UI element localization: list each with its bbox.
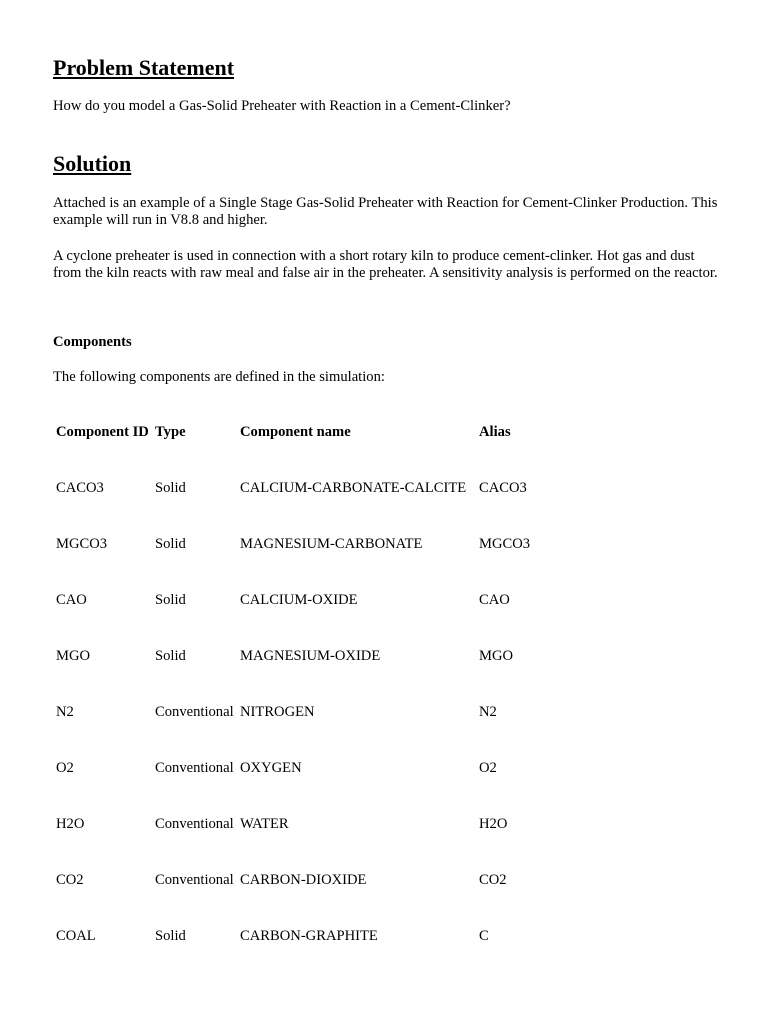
header-type: Type bbox=[155, 424, 186, 440]
header-alias: Alias bbox=[479, 424, 511, 440]
cell-component-id: O2 bbox=[56, 760, 74, 776]
cell-component-id: COAL bbox=[56, 928, 96, 944]
cell-type: Conventional bbox=[155, 816, 234, 832]
cell-component-id: MGCO3 bbox=[56, 536, 108, 552]
cell-type: Solid bbox=[155, 928, 186, 944]
cell-type: Solid bbox=[155, 648, 186, 664]
cell-component-name: NITROGEN bbox=[240, 704, 315, 720]
problem-statement-heading: Problem Statement bbox=[53, 55, 235, 80]
cell-component-name: WATER bbox=[240, 816, 289, 832]
cell-component-name: OXYGEN bbox=[240, 760, 302, 776]
cell-component-name: MAGNESIUM-OXIDE bbox=[240, 648, 381, 664]
cell-alias: C bbox=[479, 928, 489, 944]
cell-alias: CACO3 bbox=[479, 480, 527, 496]
cell-type: Solid bbox=[155, 480, 186, 496]
cell-alias: O2 bbox=[479, 760, 497, 776]
header-component-name: Component name bbox=[240, 424, 351, 440]
cell-type: Solid bbox=[155, 592, 186, 608]
solution-heading: Solution bbox=[53, 151, 132, 176]
solution-paragraph-1: Attached is an example of a Single Stage Gas-Solid Preheater with Reaction for Cement-Clinker Production. This example will run in V8.8 and higher. bbox=[53, 195, 718, 228]
cell-alias: N2 bbox=[479, 704, 497, 720]
cell-component-id: CAO bbox=[56, 592, 87, 608]
cell-component-id: CACO3 bbox=[56, 480, 104, 496]
solution-paragraph-2: A cyclone preheater is used in connection with a short rotary kiln to produce cement-clinker. Hot gas and dust from the kiln reacts with raw meal and false air in the preheater. A sensitivity analysis is performed on the reactor. bbox=[53, 248, 718, 281]
cell-type: Conventional bbox=[155, 704, 234, 720]
cell-component-name: MAGNESIUM-CARBONATE bbox=[240, 536, 423, 552]
header-component-id: Component ID bbox=[56, 424, 149, 440]
cell-alias: CO2 bbox=[479, 872, 507, 888]
cell-component-name: CALCIUM-CARBONATE-CALCITE bbox=[240, 480, 467, 496]
cell-component-name: CARBON-DIOXIDE bbox=[240, 872, 367, 888]
cell-component-id: CO2 bbox=[56, 872, 84, 888]
components-intro: The following components are defined in the simulation: bbox=[53, 369, 385, 385]
cell-component-id: MGO bbox=[56, 648, 91, 664]
cell-type: Conventional bbox=[155, 760, 234, 776]
cell-alias: H2O bbox=[479, 816, 508, 832]
cell-type: Conventional bbox=[155, 872, 234, 888]
cell-component-name: CALCIUM-OXIDE bbox=[240, 592, 358, 608]
cell-alias: MGO bbox=[479, 648, 514, 664]
cell-alias: MGCO3 bbox=[479, 536, 531, 552]
cell-component-id: N2 bbox=[56, 704, 74, 720]
problem-statement-text: How do you model a Gas-Solid Preheater with Reaction in a Cement-Clinker? bbox=[53, 98, 511, 114]
cell-component-id: H2O bbox=[56, 816, 85, 832]
cell-type: Solid bbox=[155, 536, 186, 552]
cell-component-name: CARBON-GRAPHITE bbox=[240, 928, 378, 944]
components-heading: Components bbox=[53, 334, 132, 350]
cell-alias: CAO bbox=[479, 592, 510, 608]
